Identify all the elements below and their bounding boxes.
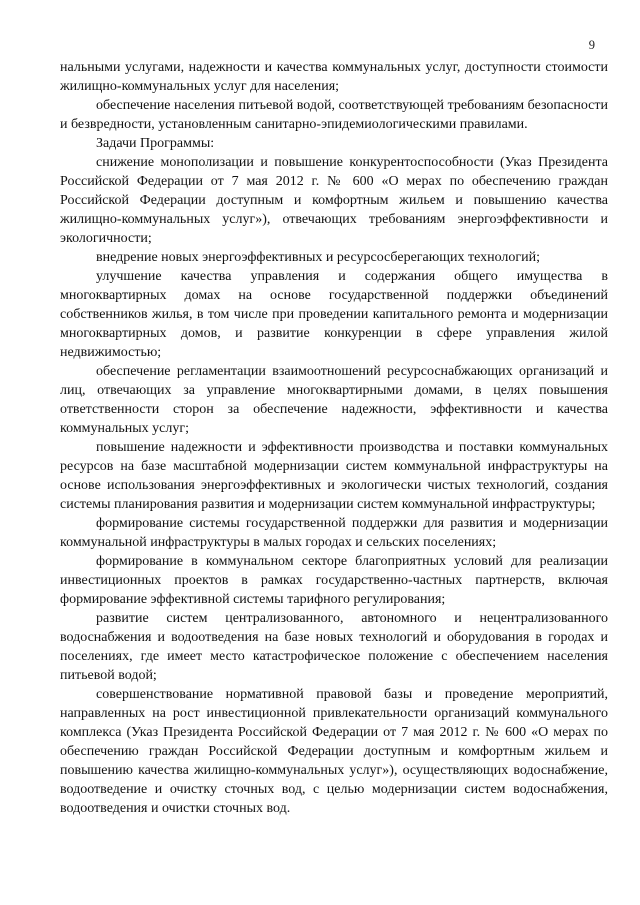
paragraph-water-supply: развитие систем централизованного, автономного и нецентрализованного водоснабжения и водоотведения на базе новых технологий и оборудования в городах и поселениях, где имеет место катастрофическое положение с обеспечением населения питьевой водой; — [60, 611, 608, 683]
paragraph-state-support: формирование системы государственной поддержки для развития и модернизации коммунальной инфраструктуры в малых городах и сельских поселениях; — [60, 516, 608, 550]
paragraph-monopolization: снижение монополизации и повышение конкурентоспособности (Указ Президента Российской Федерации от 7 мая 2012 г. № 600 «О мерах по обеспечению граждан Российской Федерации доступным и комфортным жильем и повышению качества жилищно-коммунальных услуг»), отвечающих требованиям энергоэффективности и экологичности; — [60, 155, 608, 246]
page-number: 9 — [588, 38, 595, 52]
paragraph-investment-conditions: формирование в коммунальном секторе благоприятных условий для реализации инвестиционных проектов в рамках государственно-частных партнерств, включая формирование эффективной системы тарифного регулирования; — [60, 554, 608, 607]
paragraph-reliability: повышение надежности и эффективности производства и поставки коммунальных ресурсов на базе масштабной модернизации систем коммунальной инфраструктуры на основе использования энергоэффективных и экологически чистых технологий, создания системы планирования развития и модернизации систем коммунальной инфраструктуры; — [60, 440, 608, 512]
paragraph-continuation: нальными услугами, надежности и качества коммунальных услуг, доступности стоимости жилищно-коммунальных услуг для населения; — [60, 60, 608, 94]
paragraph-management-quality: улучшение качества управления и содержания общего имущества в многоквартирных домах на основе государственной поддержки объединений собственников жилья, в том числе при проведении капитального ремонта и модернизации многоквартирных домов, и развитие конкуренции в сфере управления жилой недвижимостью; — [60, 269, 608, 360]
paragraph-drinking-water: обеспечение населения питьевой водой, соответствующей требованиям безопасности и безвредности, установленным санитарно-эпидемиологическими правилами. — [60, 98, 608, 132]
paragraph-legal-framework: совершенствование нормативной правовой базы и проведение мероприятий, направленных на рост инвестиционной привлекательности организаций коммунального комплекса (Указ Президента Российской Федерации от 7 мая 2012 г. № 600 «О мерах по обеспечению граждан Российской Федерации доступным и комфортным жильем и повышению качества жилищно-коммунальных услуг»), осуществляющих водоснабжение, водоотведение и очистку сточных вод, с целью модернизации систем водоснабжения, водоотведения и очистки сточных вод. — [60, 687, 608, 816]
paragraph-regulation: обеспечение регламентации взаимоотношений ресурсоснабжающих организаций и лиц, отвечающих за управление многоквартирными домами, в целях повышения ответственности сторон за обеспечение надежности, эффективности и качества коммунальных услуг; — [60, 364, 608, 436]
document-body — [60, 58, 608, 818]
paragraph-energy-technologies: внедрение новых энергоэффективных и ресурсосберегающих технологий; — [96, 250, 541, 265]
section-heading-tasks: Задачи Программы: — [96, 136, 215, 151]
